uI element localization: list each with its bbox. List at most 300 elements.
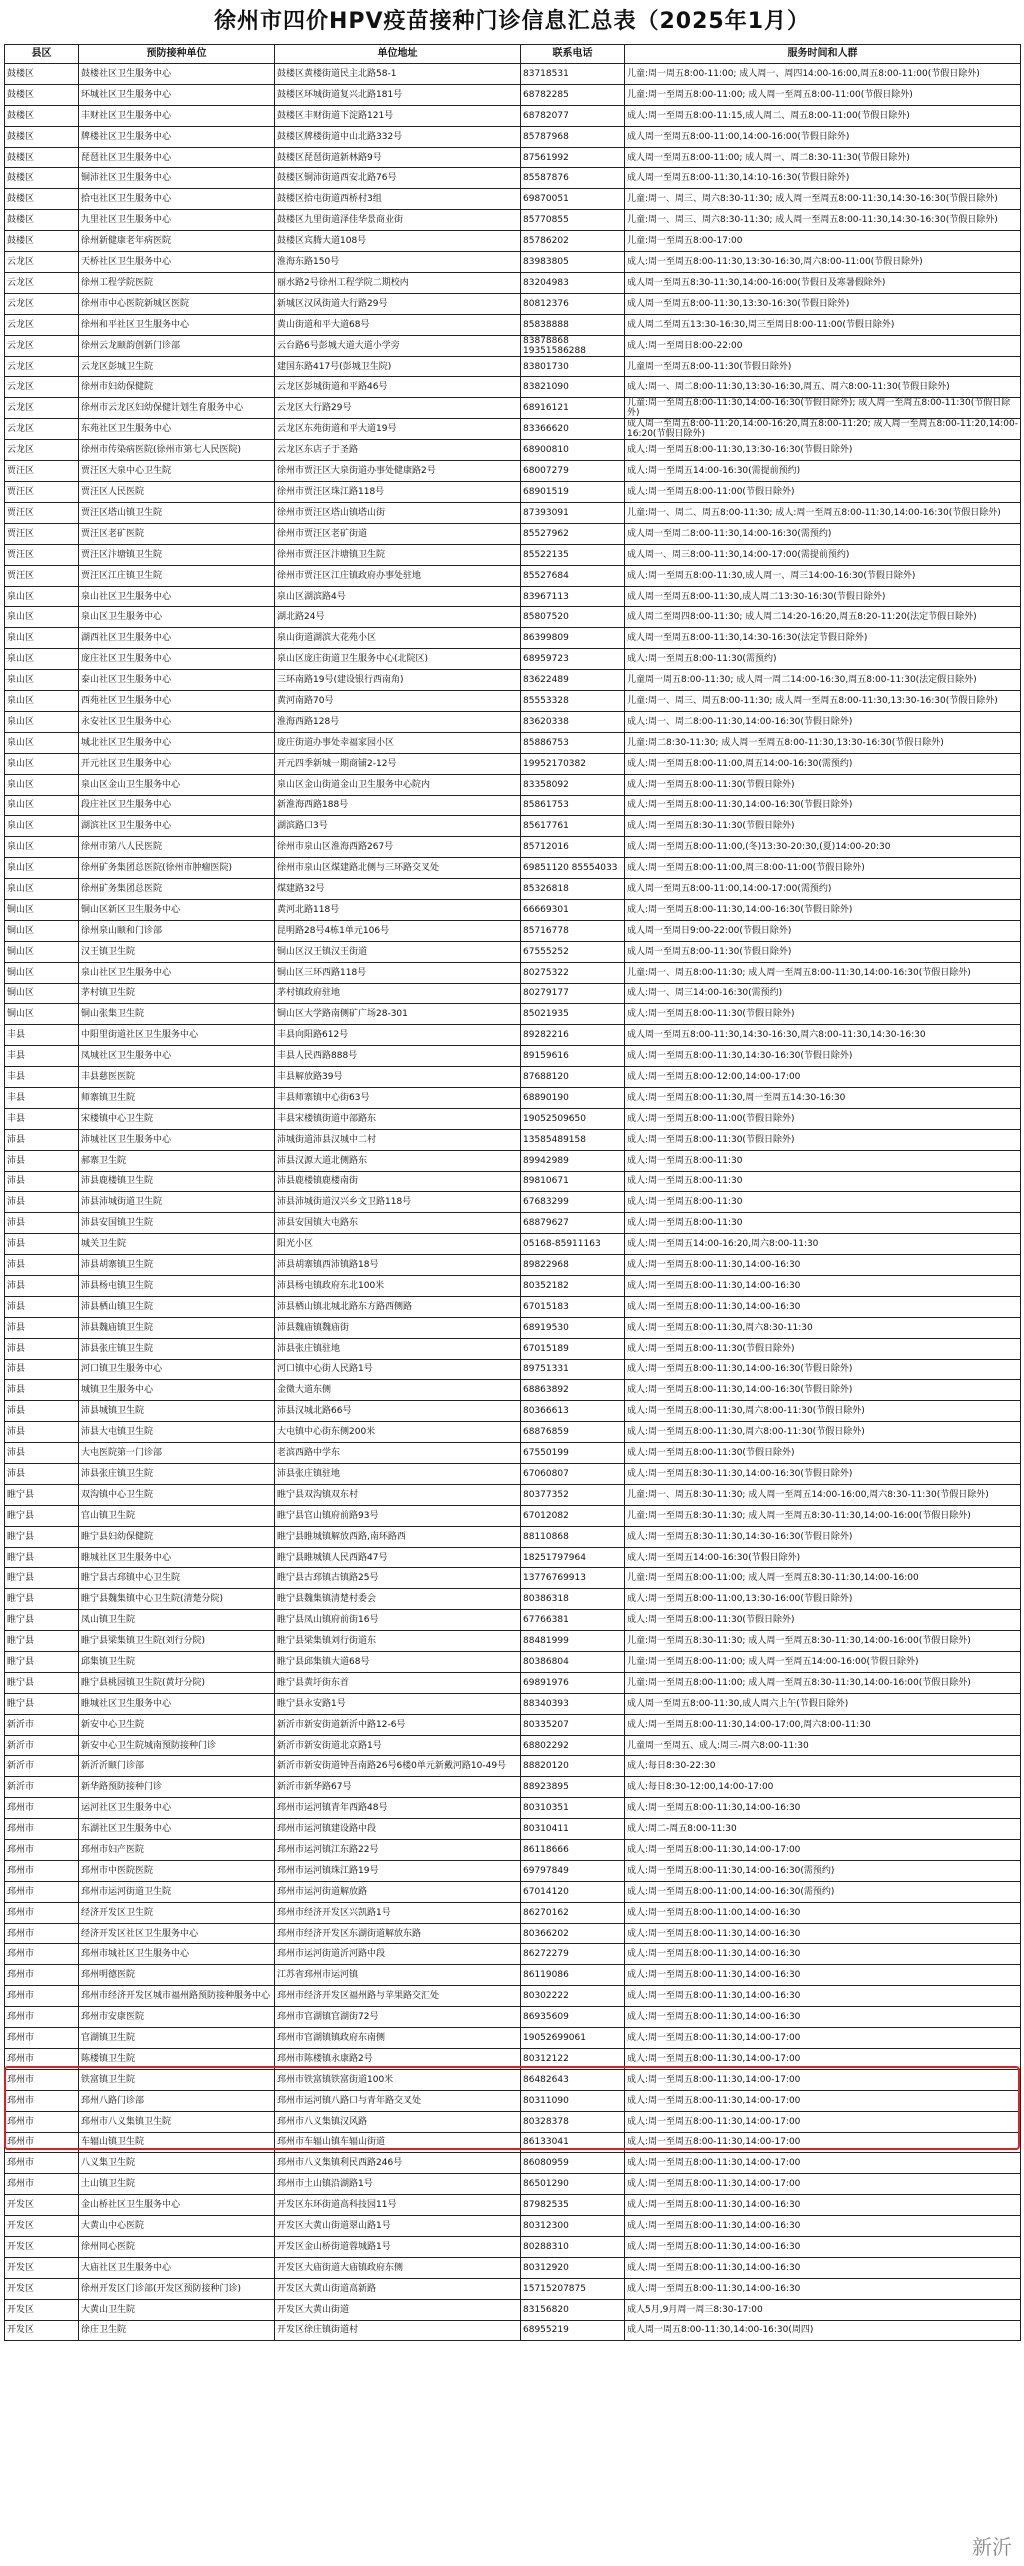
cell-unit: 徐州同心医院: [79, 2236, 275, 2257]
cell-phone: 86119086: [521, 1965, 625, 1986]
table-row: [5, 2048, 1021, 2069]
table-row: [5, 1255, 1021, 1276]
cell-phone: 86501290: [521, 2174, 625, 2195]
cell-county: 邳州市: [5, 2090, 79, 2111]
table-row: [5, 523, 1021, 544]
cell-phone: 83967113: [521, 586, 625, 607]
cell-service-time: 成人:周一至周五8:00-11:30,14:00-17:00: [625, 2028, 1021, 2049]
table-row: [5, 1171, 1021, 1192]
table-row: [5, 941, 1021, 962]
cell-phone: 80377352: [521, 1484, 625, 1505]
cell-unit: 邳州八路门诊部: [79, 2090, 275, 2111]
cell-address: 徐州市贾汪区汴塘镇卫生院: [275, 544, 521, 565]
cell-county: 睢宁县: [5, 1589, 79, 1610]
cell-address: 开发区金山桥街道蓉城路1号: [275, 2236, 521, 2257]
cell-phone: 80312920: [521, 2257, 625, 2278]
table-row: [5, 189, 1021, 210]
cell-address: 沛县安国镇大屯路东: [275, 1213, 521, 1234]
cell-address: 邳州市陈楼镇永康路2号: [275, 2048, 521, 2069]
cell-service-time: 成人周一至周五8:30-11:30,14:00-16:00(节假日及寒暑假除外): [625, 272, 1021, 293]
cell-county: 开发区: [5, 2236, 79, 2257]
cell-address: 睢宁县黄圩街东首: [275, 1672, 521, 1693]
cell-address: 昆明路28号4栋1单元106号: [275, 920, 521, 941]
cell-service-time: 成人:周一至周五8:00-11:30,14:00-17:00: [625, 2048, 1021, 2069]
cell-phone: 67550199: [521, 1443, 625, 1464]
cell-county: 云龙区: [5, 419, 79, 440]
cell-phone: 80302222: [521, 1986, 625, 2007]
page-title: 徐州市四价HPV疫苗接种门诊信息汇总表（2025年1月）: [213, 9, 811, 34]
cell-county: 云龙区: [5, 398, 79, 419]
cell-unit: 西苑社区卫生服务中心: [79, 691, 275, 712]
cell-service-time: 成人:周一至周五8:00-11:30: [625, 1150, 1021, 1171]
cell-phone: 89159616: [521, 1046, 625, 1067]
cell-unit: 车辐山镇卫生院: [79, 2132, 275, 2153]
cell-county: 邳州市: [5, 1798, 79, 1819]
cell-phone: 83204983: [521, 272, 625, 293]
cell-phone: 68782285: [521, 84, 625, 105]
cell-service-time: 儿童:周一至周五8:00-17:00: [625, 231, 1021, 252]
cell-county: 睢宁县: [5, 1652, 79, 1673]
cell-address: 开发区东环街道高科技园11号: [275, 2195, 521, 2216]
cell-county: 丰县: [5, 1025, 79, 1046]
cell-address: 徐州市贾汪区老矿街道: [275, 523, 521, 544]
cell-phone: 83718531: [521, 64, 625, 85]
cell-service-time: 成人:周一至周五8:00-11:30,14:00-16:30: [625, 1923, 1021, 1944]
cell-phone: 80310351: [521, 1798, 625, 1819]
cell-address: 鼓楼区宾腾大道108号: [275, 231, 521, 252]
cell-county: 沛县: [5, 1359, 79, 1380]
vaccine-clinic-table: [4, 44, 1021, 2341]
cell-county: 睢宁县: [5, 1568, 79, 1589]
cell-service-time: 成人:周一至周五8:00-11:30,14:00-16:30: [625, 2236, 1021, 2257]
table-row: [5, 335, 1021, 356]
cell-service-time: 成人:周一至周五8:00-11:30,14:00-17:00: [625, 2132, 1021, 2153]
cell-phone: 69851120 85554033: [521, 858, 625, 879]
cell-service-time: 成人周二至周五13:30-16:30,周三至周日8:00-11:00(节假日除外): [625, 314, 1021, 335]
cell-county: 沛县: [5, 1443, 79, 1464]
cell-county: 鼓楼区: [5, 147, 79, 168]
cell-phone: 85787968: [521, 126, 625, 147]
cell-unit: 丰财社区卫生服务中心: [79, 105, 275, 126]
cell-address: 云龙区东店子于圣路: [275, 440, 521, 461]
cell-address: 丰县宋楼镇街道中部路东: [275, 1108, 521, 1129]
cell-address: 睢宁县官山镇府前路93号: [275, 1505, 521, 1526]
cell-county: 沛县: [5, 1380, 79, 1401]
cell-service-time: 成人周一至周日9:00-22:00(节假日除外): [625, 920, 1021, 941]
cell-address: 鼓楼区铜沛街道西安北路76号: [275, 168, 521, 189]
cell-address: 开发区大黄山街道翠山路1号: [275, 2216, 521, 2237]
cell-unit: 庞庄社区卫生服务中心: [79, 649, 275, 670]
cell-phone: 83156820: [521, 2299, 625, 2320]
cell-phone: 85716778: [521, 920, 625, 941]
cell-phone: 80312122: [521, 2048, 625, 2069]
cell-unit: 宋楼镇中心卫生院: [79, 1108, 275, 1129]
table-row: [5, 1902, 1021, 1923]
cell-county: 贾汪区: [5, 482, 79, 503]
cell-county: 泉山区: [5, 753, 79, 774]
cell-service-time: 成人周一至周五8:00-11:30,14:30-16:30,周六8:00-11:30,14:30-16:30: [625, 1025, 1021, 1046]
cell-unit: 东苑社区卫生服务中心: [79, 419, 275, 440]
table-row: [5, 1756, 1021, 1777]
cell-unit: 邳州明德医院: [79, 1965, 275, 1986]
cell-address: 江苏省邳州市运河镇: [275, 1965, 521, 1986]
cell-county: 泉山区: [5, 586, 79, 607]
table-row: [5, 962, 1021, 983]
cell-service-time: 成人:周一至周五8:00-11:30(节假日除外): [625, 1004, 1021, 1025]
cell-address: 邳州市运河镇八路口与青年路交叉处: [275, 2090, 521, 2111]
table-row: [5, 1610, 1021, 1631]
cell-service-time: 成人:周一至周五8:00-11:30,13:30-16:30(节假日除外): [625, 440, 1021, 461]
cell-unit: 睢城社区卫生服务中心: [79, 1547, 275, 1568]
cell-county: 邳州市: [5, 1902, 79, 1923]
table-row: [5, 84, 1021, 105]
cell-address: 沛县魏庙镇魏庙街: [275, 1317, 521, 1338]
cell-phone: 88340393: [521, 1693, 625, 1714]
cell-county: 铜山区: [5, 962, 79, 983]
cell-unit: 睢宁县古邳镇中心卫生院: [79, 1568, 275, 1589]
cell-phone: 89282216: [521, 1025, 625, 1046]
cell-unit: 永安社区卫生服务中心: [79, 711, 275, 732]
cell-county: 云龙区: [5, 377, 79, 398]
cell-unit: 睢宁县桃园镇卫生院(黄圩分院): [79, 1672, 275, 1693]
cell-service-time: 成人周一至周五8:00-11:20,14:00-16:20,周五8:00-11:20; 成人周一至周五8:00-11:20,14:00-16:20(节假日除外): [625, 419, 1021, 440]
cell-county: 沛县: [5, 1422, 79, 1443]
cell-county: 丰县: [5, 1087, 79, 1108]
cell-unit: 郝寨卫生院: [79, 1150, 275, 1171]
cell-county: 新沂市: [5, 1714, 79, 1735]
cell-service-time: 儿童:周一、周二、周五8:00-11:30; 成人:周一至周五8:00-11:30,14:00-16:30(节假日除外): [625, 503, 1021, 524]
table-row: [5, 586, 1021, 607]
table-row: [5, 1108, 1021, 1129]
table-row: [5, 1359, 1021, 1380]
table-row: [5, 105, 1021, 126]
cell-phone: 85617761: [521, 816, 625, 837]
cell-phone: 80386804: [521, 1652, 625, 1673]
table-row: [5, 1944, 1021, 1965]
cell-phone: 83620338: [521, 711, 625, 732]
cell-unit: 城关卫生院: [79, 1234, 275, 1255]
cell-unit: 泉山区金山卫生服务中心: [79, 774, 275, 795]
cell-address: 云龙区大行路29号: [275, 398, 521, 419]
cell-service-time: 成人:周一至周五8:00-11:30,14:00-16:30(节假日除外): [625, 1380, 1021, 1401]
table-row: [5, 2278, 1021, 2299]
cell-county: 铜山区: [5, 941, 79, 962]
cell-address: 新沂市新华路67号: [275, 1777, 521, 1798]
cell-county: 沛县: [5, 1255, 79, 1276]
cell-address: 邳州市土山镇沿湖路1号: [275, 2174, 521, 2195]
cell-county: 泉山区: [5, 732, 79, 753]
cell-address: 湖滨路口3号: [275, 816, 521, 837]
cell-phone: 87393091: [521, 503, 625, 524]
cell-service-time: 成人:周一至周五14:00-16:20,周六8:00-11:30: [625, 1234, 1021, 1255]
cell-address: 鼓楼区黄楼街道民主北路58-1: [275, 64, 521, 85]
table-row: [5, 482, 1021, 503]
table-row: [5, 2028, 1021, 2049]
cell-phone: 80288310: [521, 2236, 625, 2257]
cell-unit: 邳州市运河街道卫生院: [79, 1881, 275, 1902]
cell-address: 丰县师寨镇中心街63号: [275, 1087, 521, 1108]
cell-address: 开元四季新城一期商铺2-12号: [275, 753, 521, 774]
cell-service-time: 成人:周一至周五8:00-11:00,(冬)13:30-20:30,(夏)14:00-20:30: [625, 837, 1021, 858]
cell-phone: 19952170382: [521, 753, 625, 774]
cell-county: 邳州市: [5, 1923, 79, 1944]
cell-phone: 86935609: [521, 2007, 625, 2028]
cell-service-time: 成人:周一至周五8:00-11:30,14:00-17:00: [625, 2174, 1021, 2195]
cell-service-time: 儿童:周一至周五8:00-11:00; 成人周一至周五8:30-11:30,14:00-16:00(节假日除外): [625, 1672, 1021, 1693]
cell-unit: 贾汪区老矿医院: [79, 523, 275, 544]
cell-county: 邳州市: [5, 1860, 79, 1881]
table-row: [5, 2195, 1021, 2216]
table-row: [5, 1234, 1021, 1255]
cell-address: 鼓楼区拾屯街道西桥村3组: [275, 189, 521, 210]
table-row: [5, 1693, 1021, 1714]
table-row: [5, 607, 1021, 628]
cell-service-time: 成人:周一至周五14:00-16:30(节假日除外): [625, 1547, 1021, 1568]
table-row: [5, 1380, 1021, 1401]
table-row: [5, 1025, 1021, 1046]
table-row: [5, 983, 1021, 1004]
cell-county: 贾汪区: [5, 461, 79, 482]
table-row: [5, 398, 1021, 419]
cell-unit: 徐州和平社区卫生服务中心: [79, 314, 275, 335]
cell-address: 沛县汉源大道北侧路东: [275, 1150, 521, 1171]
cell-address: 新城区汉风街道大行路29号: [275, 293, 521, 314]
cell-address: 邳州市八义集镇利民西路246号: [275, 2153, 521, 2174]
cell-service-time: 成人:周一至周五8:00-11:30,成人周一、周三14:00-16:30(节假日除外): [625, 565, 1021, 586]
table-row: [5, 1213, 1021, 1234]
cell-county: 邳州市: [5, 2028, 79, 2049]
cell-address: 鼓楼区九里街道泽佳华景商业街: [275, 210, 521, 231]
cell-unit: 沛县张庄镇卫生院: [79, 1464, 275, 1485]
cell-address: 湖北路24号: [275, 607, 521, 628]
cell-phone: 89942989: [521, 1150, 625, 1171]
cell-county: 邳州市: [5, 1965, 79, 1986]
cell-county: 沛县: [5, 1401, 79, 1422]
cell-unit: 大庙社区卫生服务中心: [79, 2257, 275, 2278]
cell-address: 丰县人民西路888号: [275, 1046, 521, 1067]
cell-phone: 80310411: [521, 1819, 625, 1840]
table-row: [5, 649, 1021, 670]
table-row: [5, 1840, 1021, 1861]
table-row: [5, 1881, 1021, 1902]
cell-phone: 89751331: [521, 1359, 625, 1380]
cell-address: 徐州市贾汪区大泉街道办事处健康路2号: [275, 461, 521, 482]
cell-unit: 铜山区新区卫生服务中心: [79, 899, 275, 920]
cell-phone: 85021935: [521, 1004, 625, 1025]
cell-address: 徐州市贾汪区江庄镇政府办事处驻地: [275, 565, 521, 586]
table-row: [5, 2132, 1021, 2153]
table-row: [5, 461, 1021, 482]
cell-county: 沛县: [5, 1296, 79, 1317]
cell-unit: 牌楼社区卫生服务中心: [79, 126, 275, 147]
cell-address: 睢宁县古邳镇古镇路25号: [275, 1568, 521, 1589]
cell-unit: 城北社区卫生服务中心: [79, 732, 275, 753]
cell-service-time: 成人:周一至周五8:00-11:30,周六8:30-11:30: [625, 1317, 1021, 1338]
cell-county: 贾汪区: [5, 544, 79, 565]
cell-unit: 睢宁县魏集镇中心卫生院(清楚分院): [79, 1589, 275, 1610]
cell-county: 鼓楼区: [5, 168, 79, 189]
cell-service-time: 儿童周一周五8:00-11:30; 成人周一周二14:00-16:30,周五8:00-11:30(法定假日除外): [625, 670, 1021, 691]
cell-address: 睢宁县梁集镇刘行街道东: [275, 1631, 521, 1652]
cell-address: 徐州市贾汪区珠江路118号: [275, 482, 521, 503]
cell-county: 新沂市: [5, 1735, 79, 1756]
cell-address: 徐州市泉山区煤建路北侧与三环路交叉处: [275, 858, 521, 879]
cell-service-time: 成人:周一至周五8:00-11:30,14:00-16:30(节假日除外): [625, 795, 1021, 816]
cell-phone: 88481999: [521, 1631, 625, 1652]
cell-address: 泉山区金山街道金山卫生服务中心院内: [275, 774, 521, 795]
table-row: [5, 565, 1021, 586]
cell-unit: 徐州矿务集团总医院(徐州市肿瘤医院): [79, 858, 275, 879]
cell-phone: 83366620: [521, 419, 625, 440]
cell-phone: 80366613: [521, 1401, 625, 1422]
cell-county: 睢宁县: [5, 1547, 79, 1568]
cell-county: 丰县: [5, 1108, 79, 1129]
cell-phone: 85838888: [521, 314, 625, 335]
cell-phone: 80328378: [521, 2111, 625, 2132]
cell-county: 沛县: [5, 1317, 79, 1338]
table-row: [5, 2153, 1021, 2174]
table-row: [5, 732, 1021, 753]
cell-service-time: 成人:周一至周五8:00-11:30,14:00-16:30: [625, 2278, 1021, 2299]
cell-county: 沛县: [5, 1275, 79, 1296]
cell-service-time: 成人周一至周二8:00-11:30,14:00-16:30(需预约): [625, 523, 1021, 544]
cell-unit: 沛县张庄镇卫生院: [79, 1338, 275, 1359]
cell-service-time: 成人:周一至周五8:00-11:30(节假日除外): [625, 774, 1021, 795]
cell-unit: 琵琶社区卫生服务中心: [79, 147, 275, 168]
cell-county: 泉山区: [5, 879, 79, 900]
cell-unit: 徐州市第八人民医院: [79, 837, 275, 858]
cell-county: 泉山区: [5, 774, 79, 795]
cell-address: 新淮海西路188号: [275, 795, 521, 816]
cell-unit: 邳州市安康医院: [79, 2007, 275, 2028]
cell-unit: 八义集卫生院: [79, 2153, 275, 2174]
cell-address: 黄河南路70号: [275, 691, 521, 712]
cell-service-time: 成人周一至周五8:00-11:00,14:00-16:00(节假日除外): [625, 126, 1021, 147]
cell-county: 泉山区: [5, 816, 79, 837]
table-row: [5, 1067, 1021, 1088]
table-row: [5, 1735, 1021, 1756]
cell-unit: 河口镇卫生服务中心: [79, 1359, 275, 1380]
cell-county: 邳州市: [5, 2132, 79, 2153]
cell-phone: 83801730: [521, 356, 625, 377]
cell-service-time: 成人:周一至周五8:00-11:30,14:00-16:30(节假日除外): [625, 899, 1021, 920]
cell-unit: 经济开发区社区卫生服务中心: [79, 1923, 275, 1944]
cell-phone: 18251797964: [521, 1547, 625, 1568]
cell-phone: 86080959: [521, 2153, 625, 2174]
cell-county: 泉山区: [5, 858, 79, 879]
cell-phone: 68919530: [521, 1317, 625, 1338]
cell-phone: 19052509650: [521, 1108, 625, 1129]
table-row: [5, 1819, 1021, 1840]
cell-county: 睢宁县: [5, 1484, 79, 1505]
cell-phone: 80312300: [521, 2216, 625, 2237]
cell-county: 鼓楼区: [5, 210, 79, 231]
cell-phone: 88820120: [521, 1756, 625, 1777]
cell-address: 开发区大庙街道大庙镇政府东侧: [275, 2257, 521, 2278]
table-row: [5, 293, 1021, 314]
cell-service-time: 成人:周一至周日8:00-22:00: [625, 335, 1021, 356]
cell-address: 邳州市经济开发区福州路与苹果路交汇处: [275, 1986, 521, 2007]
cell-county: 邳州市: [5, 2048, 79, 2069]
cell-phone: 69891976: [521, 1672, 625, 1693]
table-row: [5, 1484, 1021, 1505]
cell-service-time: 儿童:周一、周五8:00-11:30; 成人周一至周五8:00-11:30,14:00-16:30(节假日除外): [625, 962, 1021, 983]
cell-service-time: 成人:每日8:30-22:30: [625, 1756, 1021, 1777]
cell-unit: 新安中心卫生院城南预防接种门诊: [79, 1735, 275, 1756]
cell-phone: 66669301: [521, 899, 625, 920]
cell-county: 邳州市: [5, 1986, 79, 2007]
cell-address: 老滨西路中学东: [275, 1443, 521, 1464]
cell-unit: 徐州市传染病医院(徐州市第七人民医院): [79, 440, 275, 461]
cell-county: 睢宁县: [5, 1693, 79, 1714]
cell-address: 沛县汉城北路66号: [275, 1401, 521, 1422]
cell-service-time: 成人周一至周五8:00-11:30,14:30-16:30(法定节假日除外): [625, 628, 1021, 649]
cell-phone: 80311090: [521, 2090, 625, 2111]
cell-county: 沛县: [5, 1192, 79, 1213]
cell-phone: 68876859: [521, 1422, 625, 1443]
cell-phone: 83622489: [521, 670, 625, 691]
cell-phone: 85886753: [521, 732, 625, 753]
cell-address: 邳州市运河镇建设路中段: [275, 1819, 521, 1840]
cell-phone: 88923895: [521, 1777, 625, 1798]
cell-unit: 邳州市中医院医院: [79, 1860, 275, 1881]
cell-service-time: 儿童:周一、周三、周六8:30-11:30; 成人周一至周五8:00-11:30,14:30-16:30(节假日除外): [625, 189, 1021, 210]
table-row: [5, 1965, 1021, 1986]
table-row: [5, 1338, 1021, 1359]
cell-address: 睢宁县魏集镇清楚村委会: [275, 1589, 521, 1610]
cell-unit: 沛县安国镇卫生院: [79, 1213, 275, 1234]
table-row: [5, 1422, 1021, 1443]
table-row: [5, 147, 1021, 168]
cell-address: 新沂市新安街道新沂中路12-6号: [275, 1714, 521, 1735]
cell-county: 泉山区: [5, 795, 79, 816]
cell-county: 泉山区: [5, 691, 79, 712]
cell-county: 邳州市: [5, 1881, 79, 1902]
cell-phone: 68900810: [521, 440, 625, 461]
cell-unit: 湖滨社区卫生服务中心: [79, 816, 275, 837]
cell-county: 开发区: [5, 2278, 79, 2299]
cell-county: 开发区: [5, 2257, 79, 2278]
cell-phone: 68901519: [521, 482, 625, 503]
cell-unit: 开元社区卫生服务中心: [79, 753, 275, 774]
cell-address: 睢宁县永安路1号: [275, 1693, 521, 1714]
cell-county: 沛县: [5, 1464, 79, 1485]
cell-address: 泉山街道湖滨大花苑小区: [275, 628, 521, 649]
cell-unit: 双沟镇中心卫生院: [79, 1484, 275, 1505]
table-row: [5, 1150, 1021, 1171]
table-row: [5, 1714, 1021, 1735]
cell-unit: 泉山社区卫生服务中心: [79, 962, 275, 983]
cell-service-time: 成人:周一至周五8:00-11:30(需预约): [625, 649, 1021, 670]
cell-phone: 86270162: [521, 1902, 625, 1923]
cell-service-time: 成人周一、周三8:00-11:30,14:00-17:00(需提前预约): [625, 544, 1021, 565]
cell-phone: 19052699061: [521, 2028, 625, 2049]
table-row: [5, 356, 1021, 377]
cell-phone: 83358092: [521, 774, 625, 795]
cell-phone: 13585489158: [521, 1129, 625, 1150]
cell-unit: 东湖社区卫生服务中心: [79, 1819, 275, 1840]
cell-service-time: 儿童:周一至周五8:00-11:00; 成人周一至周五8:00-11:00(节假日除外): [625, 84, 1021, 105]
cell-address: 沛县沛城街道汉兴乡文卫路118号: [275, 1192, 521, 1213]
cell-address: 邳州市八义集镇汉风路: [275, 2111, 521, 2132]
cell-service-time: 成人:周一至周五8:00-11:00,周三8:00-11:00(节假日除外): [625, 858, 1021, 879]
cell-unit: 泉山社区卫生服务中心: [79, 586, 275, 607]
cell-county: 云龙区: [5, 335, 79, 356]
cell-service-time: 儿童:周一、周三、周五8:00-11:30; 成人周一至周五8:00-11:30,13:30-16:30(节假日除外): [625, 691, 1021, 712]
cell-county: 开发区: [5, 2299, 79, 2320]
header-service-time: 服务时间和人群: [625, 45, 1021, 64]
cell-county: 沛县: [5, 1213, 79, 1234]
